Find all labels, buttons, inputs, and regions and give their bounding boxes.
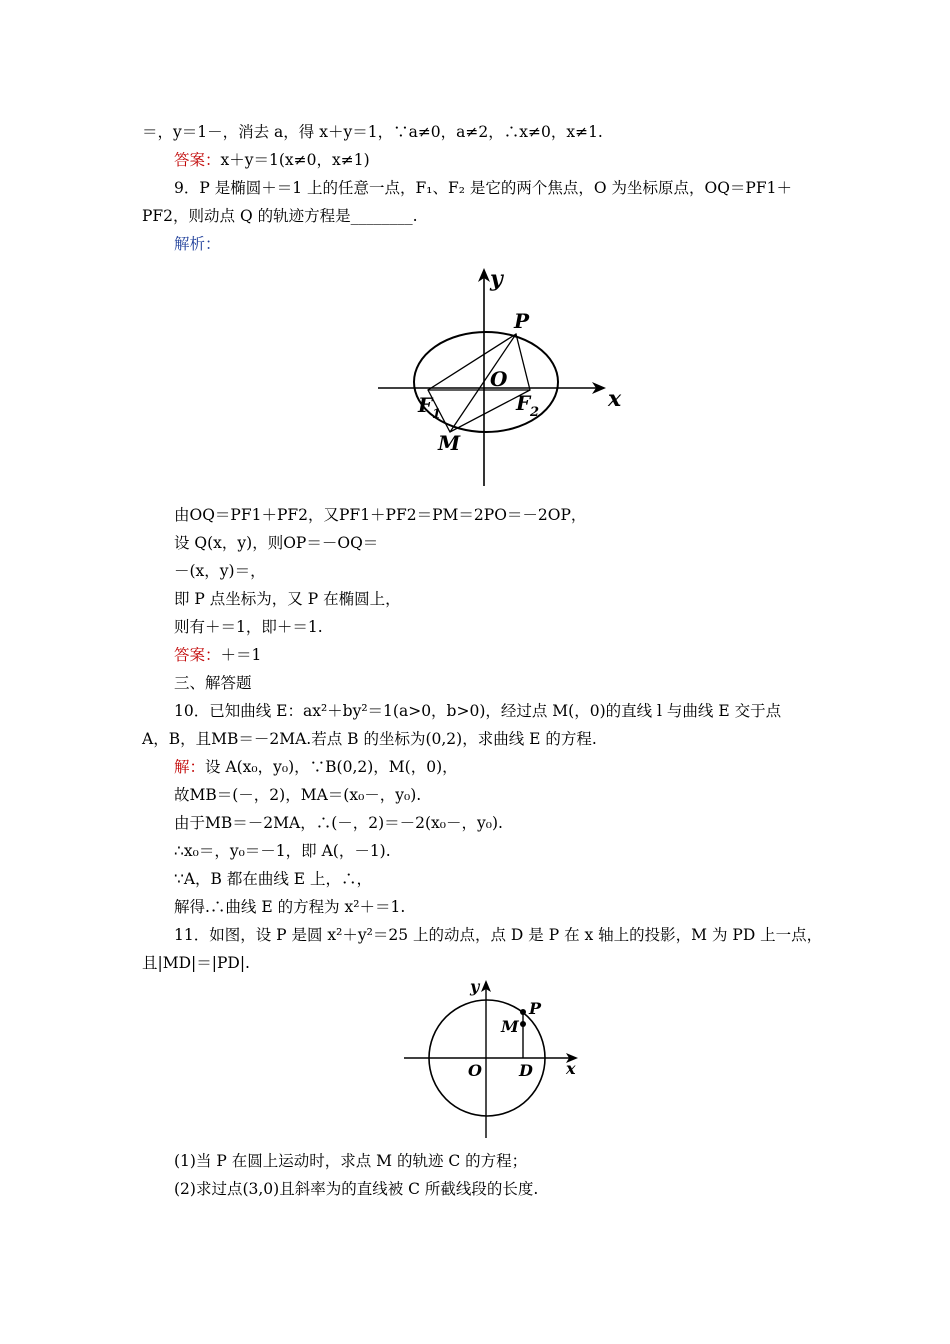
problem-10-line-1: 10．已知曲线 E：ax²＋by²＝1(a>0，b>0)，经过点 M(，0)的直线 l 与曲线 E 交于点 <box>174 702 782 720</box>
solution-text: 设 A(x₀，y₀)，∵B(0,2)，M(，0)， <box>205 758 458 776</box>
F2-subscript: 2 <box>530 405 540 420</box>
answer-text: ＋＝1 <box>220 646 262 664</box>
O-label: O <box>468 1061 482 1080</box>
question-2: (2)求过点(3,0)且斜率为的直线被 C 所截线段的长度. <box>174 1180 539 1198</box>
F1-label: F <box>418 393 433 417</box>
text-line: ＝，y＝1－，消去 a，得 x＋y＝1，∵a≠0，a≠2，∴x≠0，x≠1. <box>142 123 603 141</box>
answer-label: 答案： <box>174 151 221 169</box>
D-label: D <box>519 1061 533 1080</box>
text-line: 故MB＝(－，2)，MA＝(x₀－，y₀). <box>174 786 422 804</box>
problem-10-line-2: A，B，且MB＝－2MA.若点 B 的坐标为(0,2)，求曲线 E 的方程. <box>142 730 597 748</box>
problem-9-line-2: PF2，则动点 Q 的轨迹方程是________. <box>142 207 418 225</box>
y-label: y <box>490 266 503 292</box>
text-line: 解得.∴曲线 E 的方程为 x²＋＝1. <box>174 898 406 916</box>
ellipse-figure <box>372 264 622 490</box>
answer-text: x＋y＝1(x≠0，x≠1) <box>220 151 370 169</box>
x-label: x <box>566 1059 576 1078</box>
text-line: ∴x₀＝，y₀＝－1，即 A(，－1). <box>174 842 391 860</box>
parallelogram <box>428 334 530 432</box>
O-label: O <box>490 367 508 391</box>
question-1: (1)当 P 在圆上运动时，求点 M 的轨迹 C 的方程； <box>174 1152 528 1170</box>
P-label: P <box>529 999 542 1018</box>
text-line: 即 P 点坐标为，又 P 在椭圆上， <box>174 590 401 608</box>
M-label: M <box>438 431 461 455</box>
text-line: 设 Q(x，y)，则OP＝－OQ＝ <box>174 534 379 552</box>
F2-label: F <box>516 391 531 415</box>
x-label: x <box>608 386 622 412</box>
problem-11-line-1: 11．如图，设 P 是圆 x²＋y²＝25 上的动点，点 D 是 P 在 x 轴上的投影，M 为 PD 上一点， <box>174 926 823 944</box>
text-line: －(x，y)＝， <box>174 562 266 580</box>
point-M <box>520 1021 526 1027</box>
text-line: ∵A，B 都在曲线 E 上，∴， <box>174 870 373 888</box>
problem-11-line-2: 且|MD|＝|PD|. <box>142 954 250 972</box>
point-P <box>520 1009 526 1015</box>
circle-figure <box>398 974 588 1142</box>
text-line: 由于MB＝－2MA，∴(－，2)＝－2(x₀－，y₀). <box>174 814 503 832</box>
text-line: 由OQ＝PF1＋PF2，又PF1＋PF2＝PM＝2PO＝－2OP， <box>174 506 587 524</box>
problem-9-line-1: 9．P 是椭圆＋＝1 上的任意一点，F₁、F₂ 是它的两个焦点，O 为坐标原点，OQ＝PF1＋ <box>174 179 792 197</box>
solution-line <box>174 757 458 777</box>
P-label: P <box>514 309 530 333</box>
answer-line <box>174 645 261 665</box>
F1-subscript: 1 <box>432 407 442 422</box>
y-label: y <box>470 977 480 996</box>
section-heading: 三、解答题 <box>174 674 252 692</box>
analysis-label: 解析： <box>174 235 221 253</box>
M-label: M <box>501 1017 519 1036</box>
answer-line <box>174 150 370 170</box>
text-line: 则有＋＝1，即＋＝1. <box>174 618 323 636</box>
answer-label: 答案： <box>174 646 221 664</box>
solution-label: 解： <box>174 758 206 776</box>
